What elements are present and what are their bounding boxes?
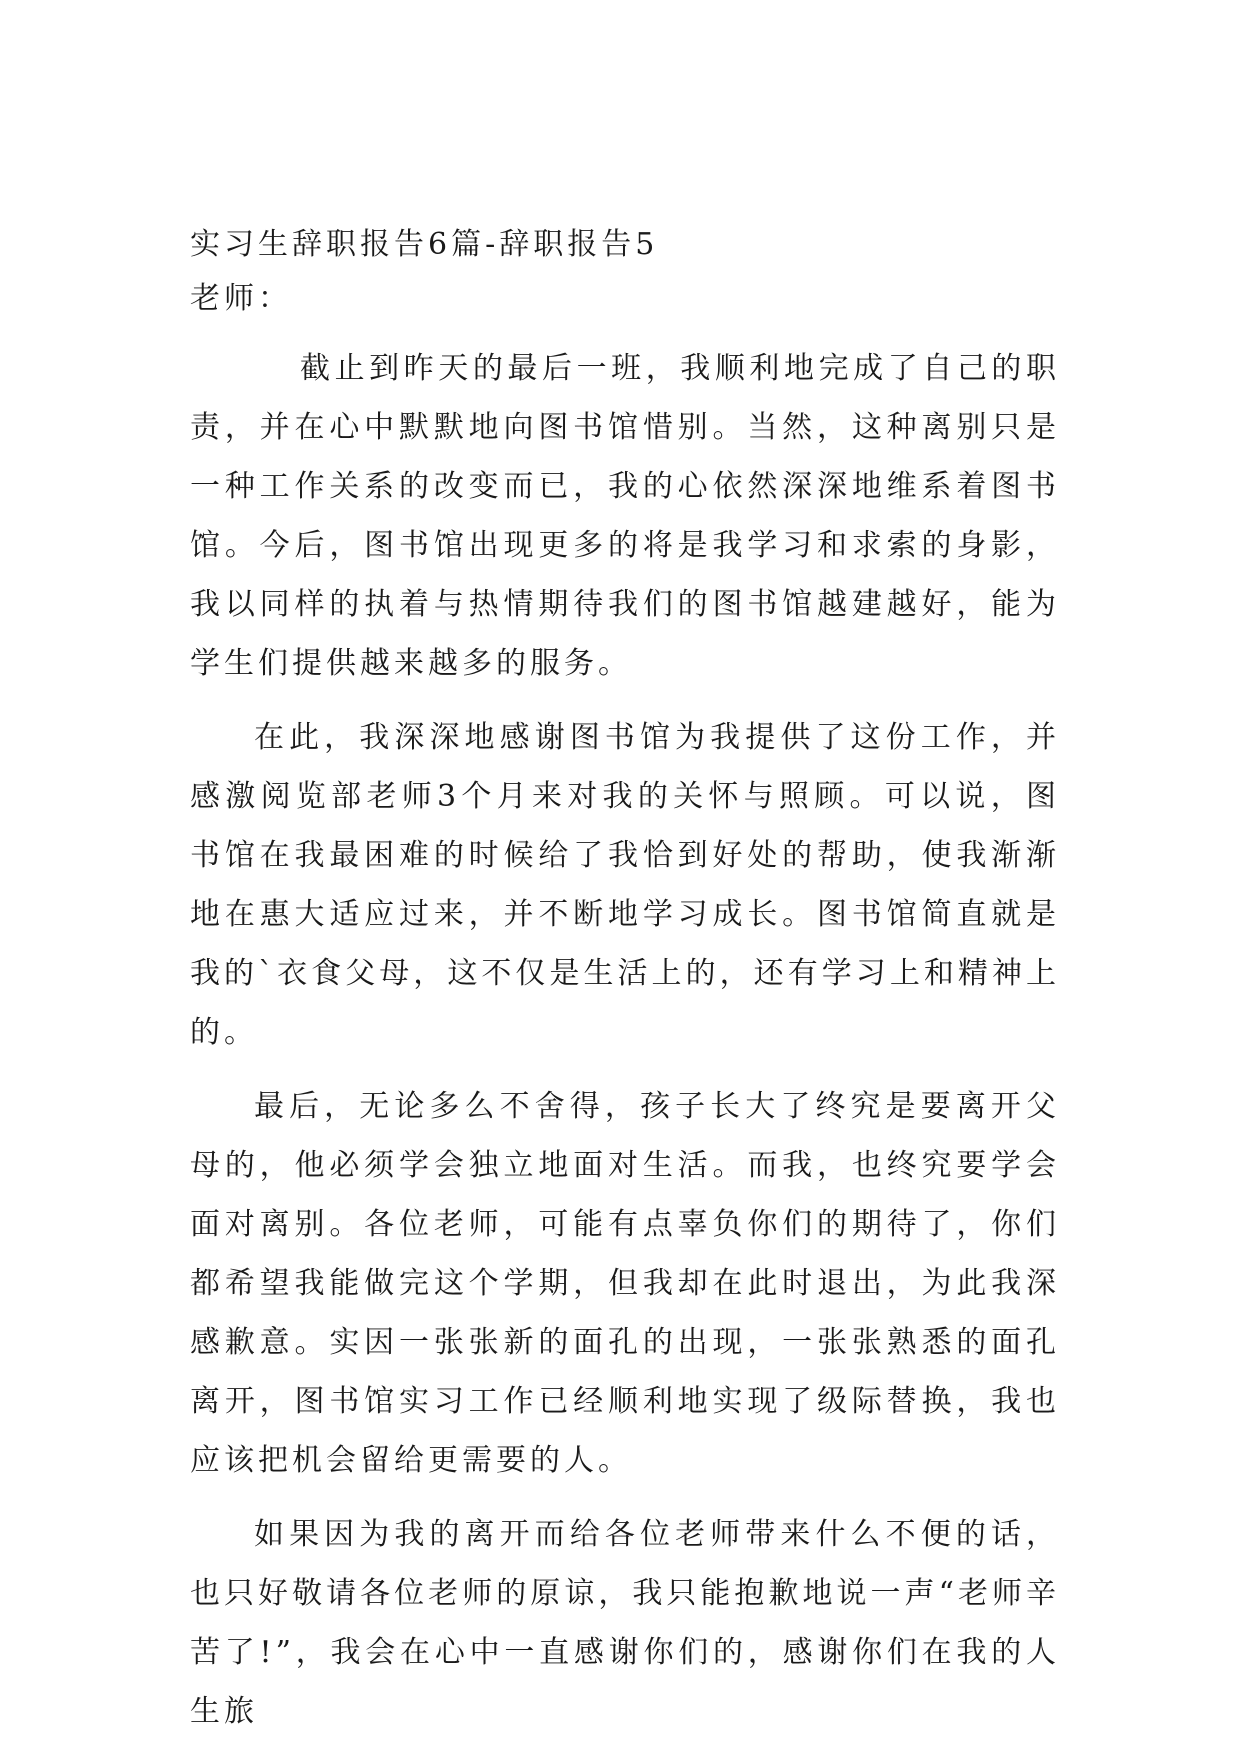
paragraph-1: 截止到昨天的最后一班，我顺利地完成了自己的职责，并在心中默默地向图书馆惜别。当然，这种离别只是一种工作关系的改变而已，我的心依然深深地维系着图书馆。今后，图书馆出现更多的将是我学习和求索的身影，我以同样的执着与热情期待我们的图书馆越建越好，能为学生们提供越来越多的服务。 — [190, 351, 1060, 681]
salutation: 老师： — [190, 281, 292, 316]
document-body — [190, 218, 1060, 1741]
document-title: 实习生辞职报告6篇-辞职报告5 — [190, 227, 659, 262]
paragraph-4: 如果因为我的离开而给各位老师带来什么不便的话，也只好敬请各位老师的原谅，我只能抱歉地说一声“老师辛苦了!”，我会在心中一直感谢你们的，感谢你们在我的人生旅 — [190, 1517, 1060, 1729]
paragraph-2: 在此，我深深地感谢图书馆为我提供了这份工作，并感激阅览部老师3个月来对我的关怀与照顾。可以说，图书馆在我最困难的时候给了我恰到好处的帮助，使我渐渐地在惠大适应过来，并不断地学习成长。图书馆简直就是我的`衣食父母，这不仅是生活上的，还有学习上和精神上的。 — [190, 720, 1060, 1050]
paragraph-3: 最后，无论多么不舍得，孩子长大了终究是要离开父母的，他必须学会独立地面对生活。而我，也终究要学会面对离别。各位老师，可能有点辜负你们的期待了，你们都希望我能做完这个学期，但我却在此时退出，为此我深感歉意。实因一张张新的面孔的出现，一张张熟悉的面孔离开，图书馆实习工作已经顺利地实现了级际替换，我也应该把机会留给更需要的人。 — [190, 1089, 1060, 1478]
